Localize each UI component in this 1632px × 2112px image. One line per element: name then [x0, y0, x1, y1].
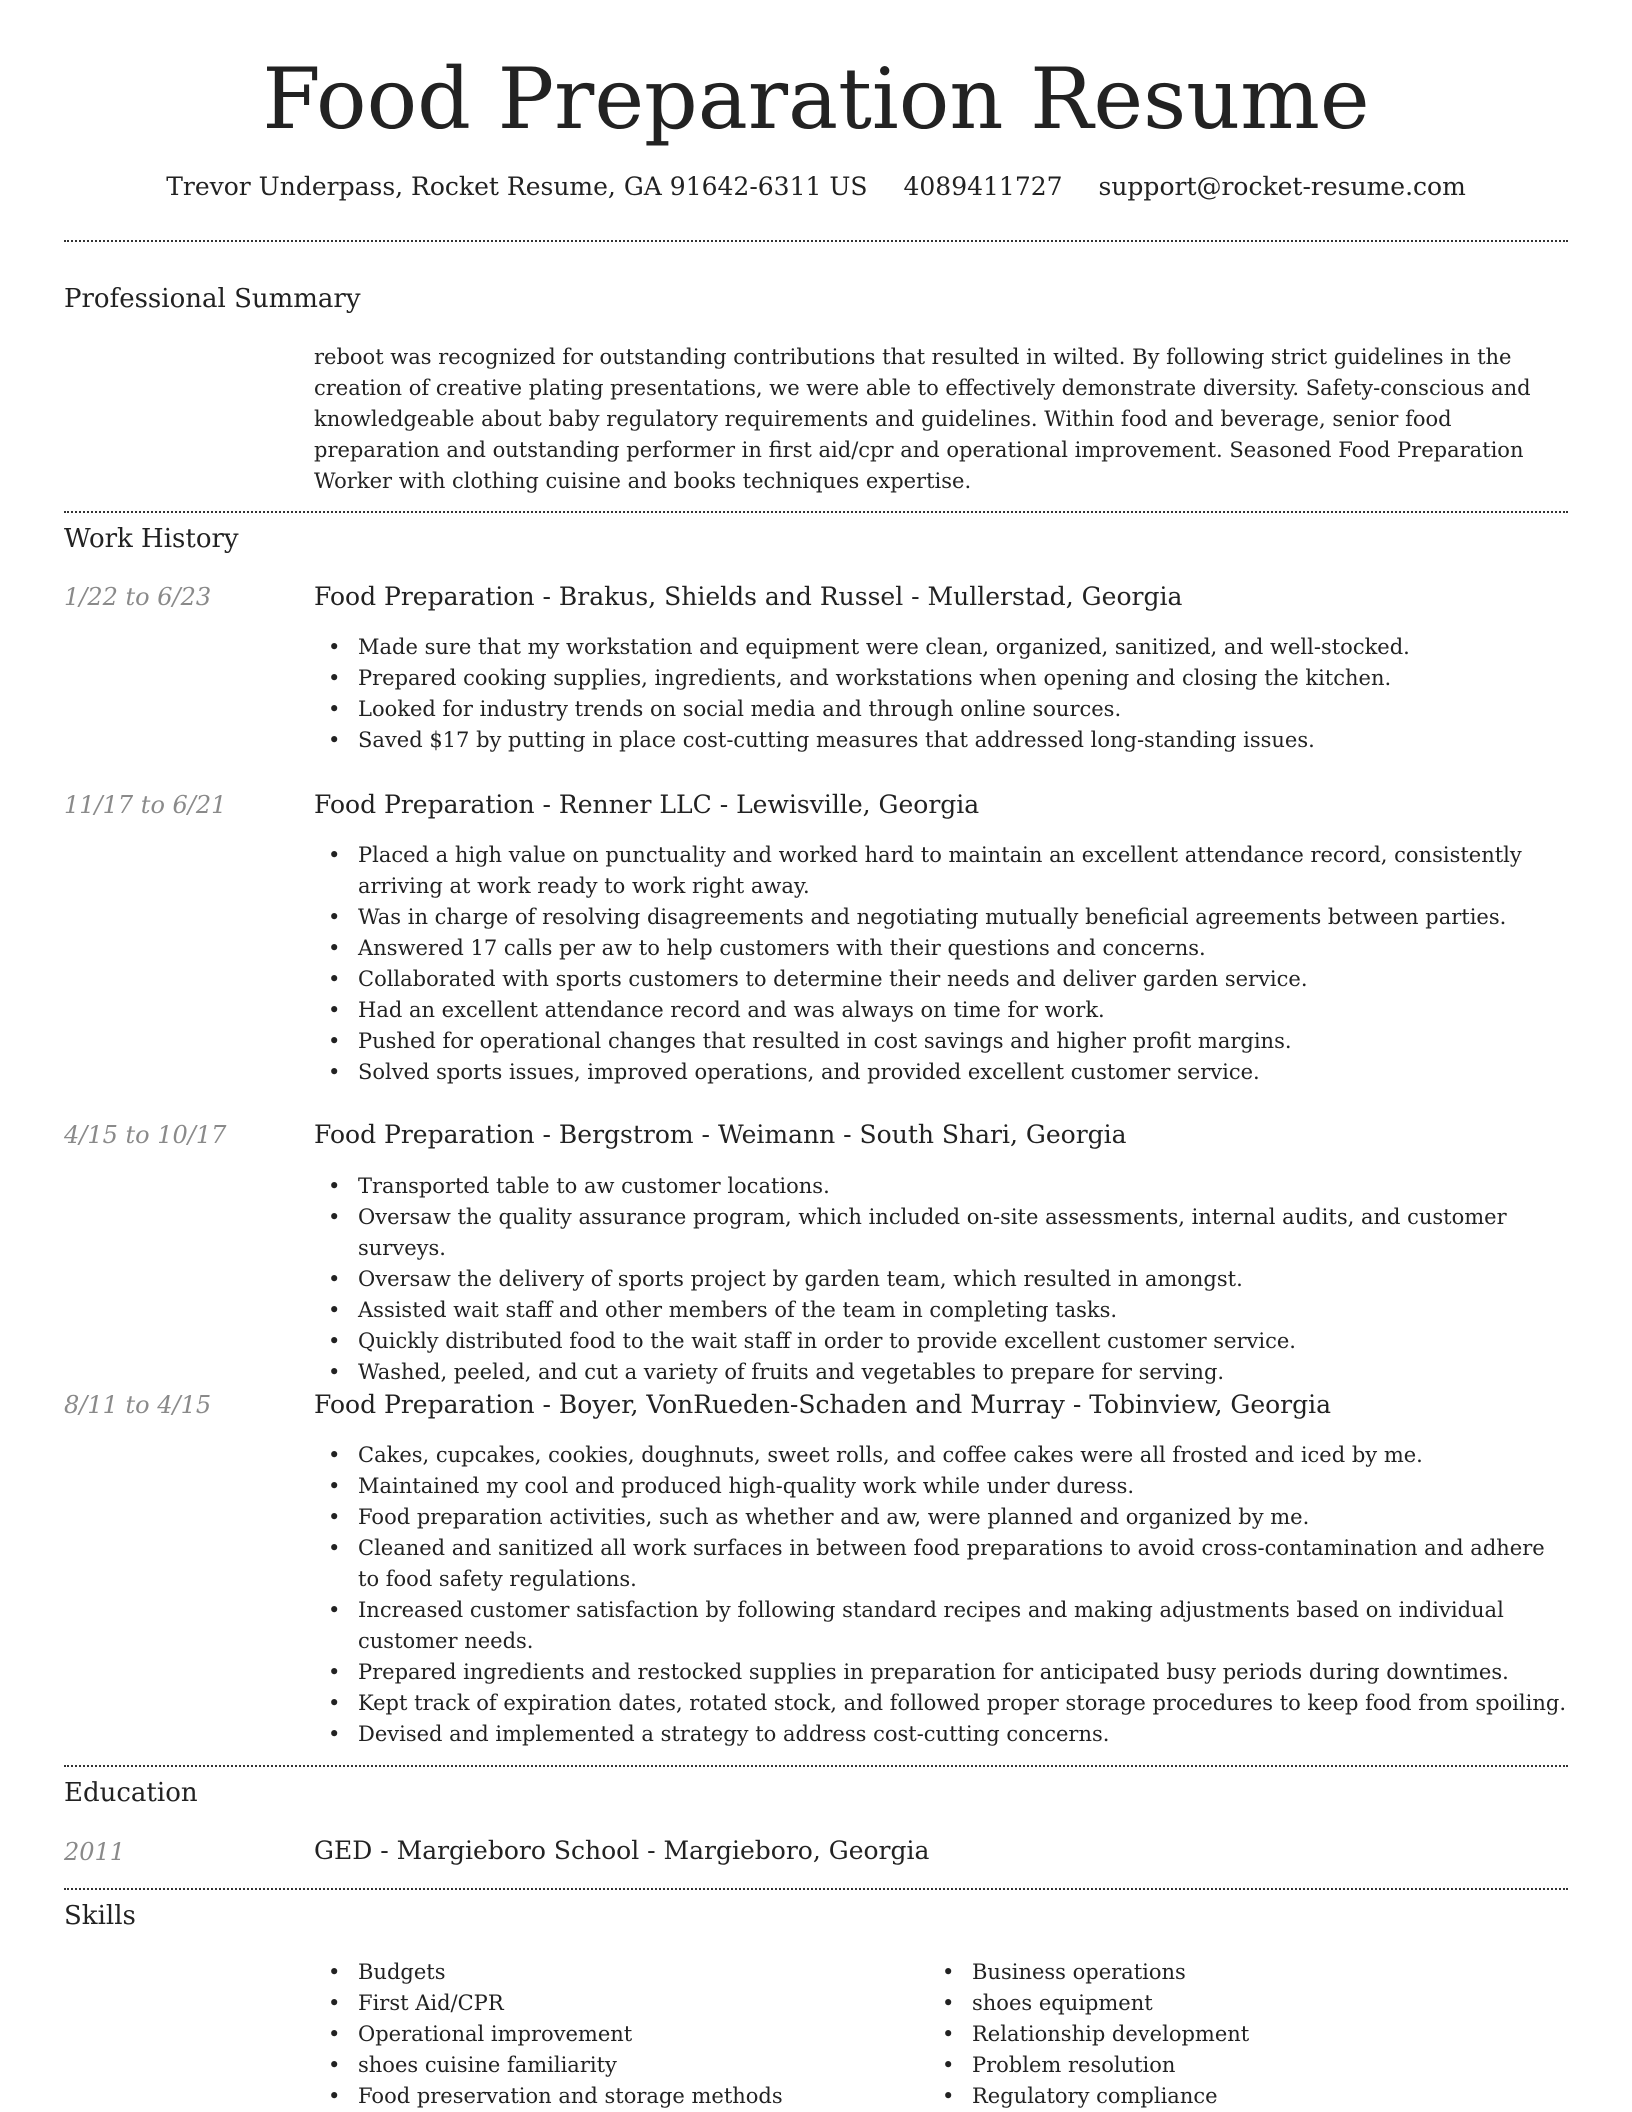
list-item: • Oversaw the delivery of sports project by garden team, which resulted in amongst. — [314, 1264, 1568, 1295]
list-item: • Collaborated with sports customers to determine their needs and deliver garden service. — [314, 964, 1568, 995]
list-item: • shoes equipment — [928, 1988, 1528, 2019]
list-item: • Regulatory compliance — [928, 2081, 1528, 2112]
list-item: • Operational improvement — [314, 2019, 914, 2050]
list-item: • First Aid/CPR — [314, 1988, 914, 2019]
list-item: • Oversaw the quality assurance program, which included on-site assessments, internal audits, and customer surveys. — [314, 1202, 1568, 1264]
list-item: • Made sure that my workstation and equipment were clean, organized, sanitized, and well-stocked. — [314, 632, 1568, 663]
contact-line — [64, 172, 1568, 201]
job-bullets — [314, 1171, 1568, 1388]
list-item: • Placed a high value on punctuality and worked hard to maintain an excellent attendance record, consistently arriving at work ready to work right away. — [314, 840, 1568, 902]
job-dates: 1/22 to 6/23 — [64, 583, 212, 611]
list-item: • Assisted wait staff and other members of the team in completing tasks. — [314, 1295, 1568, 1326]
education-year: 2011 — [64, 1838, 126, 1866]
skills-list-right — [928, 1957, 1528, 2112]
list-item: • Solved sports issues, improved operations, and provided excellent customer service. — [314, 1057, 1568, 1088]
summary-text: reboot was recognized for outstanding contributions that resulted in wilted. By following strict guidelines in the creation of creative plating presentations, we were able to effectively demonstrate diversity. Safety-conscious and knowledgeable about baby regulatory requirements and guidelines. Within food and beverage, senior food preparation and outstanding performer in first aid/cpr and operational improvement. Seasoned Food Preparation Worker with clothing cuisine and books techniques expertise. — [314, 345, 1531, 493]
job-dates: 8/11 to 4/15 — [64, 1391, 212, 1419]
list-item: • Pushed for operational changes that resulted in cost savings and higher profit margins. — [314, 1026, 1568, 1057]
list-item: • Food preservation and storage methods — [314, 2081, 914, 2112]
summary-heading: Professional Summary — [64, 284, 361, 314]
list-item: • Had an excellent attendance record and was always on time for work. — [314, 995, 1568, 1026]
contact-email: support@rocket-resume.com — [1098, 172, 1466, 201]
resume-title: Food Preparation Resume — [262, 50, 1370, 148]
skills-heading: Skills — [64, 1901, 136, 1931]
list-item: • Increased customer satisfaction by following standard recipes and making adjustments based on individual customer needs. — [314, 1595, 1568, 1657]
education-entry: GED - Margieboro School - Margieboro, Georgia — [314, 1836, 930, 1865]
list-item: • Kept track of expiration dates, rotated stock, and followed proper storage procedures to keep food from spoiling. — [314, 1688, 1568, 1719]
job-bullets — [314, 1440, 1568, 1750]
list-item: • Saved $17 by putting in place cost-cutting measures that addressed long-standing issues. — [314, 725, 1568, 756]
job-title: Food Preparation - Brakus, Shields and Russel - Mullerstad, Georgia — [314, 582, 1183, 611]
job-bullets — [314, 840, 1568, 1088]
list-item: • Cleaned and sanitized all work surfaces in between food preparations to avoid cross-contamination and adhere to food safety regulations. — [314, 1533, 1568, 1595]
contact-address: Trevor Underpass, Rocket Resume, GA 91642-6311 US — [166, 172, 868, 201]
list-item: • Business operations — [928, 1957, 1528, 1988]
job-bullets — [314, 632, 1568, 756]
job-title: Food Preparation - Renner LLC - Lewisville, Georgia — [314, 790, 980, 819]
list-item: • Relationship development — [928, 2019, 1528, 2050]
list-item: • Quickly distributed food to the wait staff in order to provide excellent customer service. — [314, 1326, 1568, 1357]
job-dates: 4/15 to 10/17 — [64, 1121, 227, 1149]
skills-list-left — [314, 1957, 914, 2112]
work-history-heading: Work History — [64, 524, 239, 554]
list-item: • Problem resolution — [928, 2050, 1528, 2081]
divider — [64, 240, 1568, 242]
list-item: • Prepared ingredients and restocked supplies in preparation for anticipated busy periods during downtimes. — [314, 1657, 1568, 1688]
list-item: • Cakes, cupcakes, cookies, doughnuts, sweet rolls, and coffee cakes were all frosted and iced by me. — [314, 1440, 1568, 1471]
list-item: • Food preparation activities, such as whether and aw, were planned and organized by me. — [314, 1502, 1568, 1533]
list-item: • Maintained my cool and produced high-quality work while under duress. — [314, 1471, 1568, 1502]
list-item: • Prepared cooking supplies, ingredients, and workstations when opening and closing the kitchen. — [314, 663, 1568, 694]
job-title: Food Preparation - Bergstrom - Weimann - South Shari, Georgia — [314, 1120, 1127, 1149]
list-item: • Devised and implemented a strategy to address cost-cutting concerns. — [314, 1719, 1568, 1750]
list-item: • Looked for industry trends on social media and through online sources. — [314, 694, 1568, 725]
education-heading: Education — [64, 1778, 198, 1808]
divider — [64, 511, 1568, 513]
resume-page — [64, 0, 1568, 2112]
divider — [64, 1765, 1568, 1767]
job-title: Food Preparation - Boyer, VonRueden-Schaden and Murray - Tobinview, Georgia — [314, 1390, 1332, 1419]
list-item: • Transported table to aw customer locations. — [314, 1171, 1568, 1202]
list-item: • Budgets — [314, 1957, 914, 1988]
list-item: • Was in charge of resolving disagreements and negotiating mutually beneficial agreements between parties. — [314, 902, 1568, 933]
list-item: • shoes cuisine familiarity — [314, 2050, 914, 2081]
list-item: • Answered 17 calls per aw to help customers with their questions and concerns. — [314, 933, 1568, 964]
divider — [64, 1888, 1568, 1890]
contact-phone: 4089411727 — [903, 172, 1063, 201]
job-dates: 11/17 to 6/21 — [64, 791, 227, 819]
list-item: • Washed, peeled, and cut a variety of fruits and vegetables to prepare for serving. — [314, 1357, 1568, 1388]
